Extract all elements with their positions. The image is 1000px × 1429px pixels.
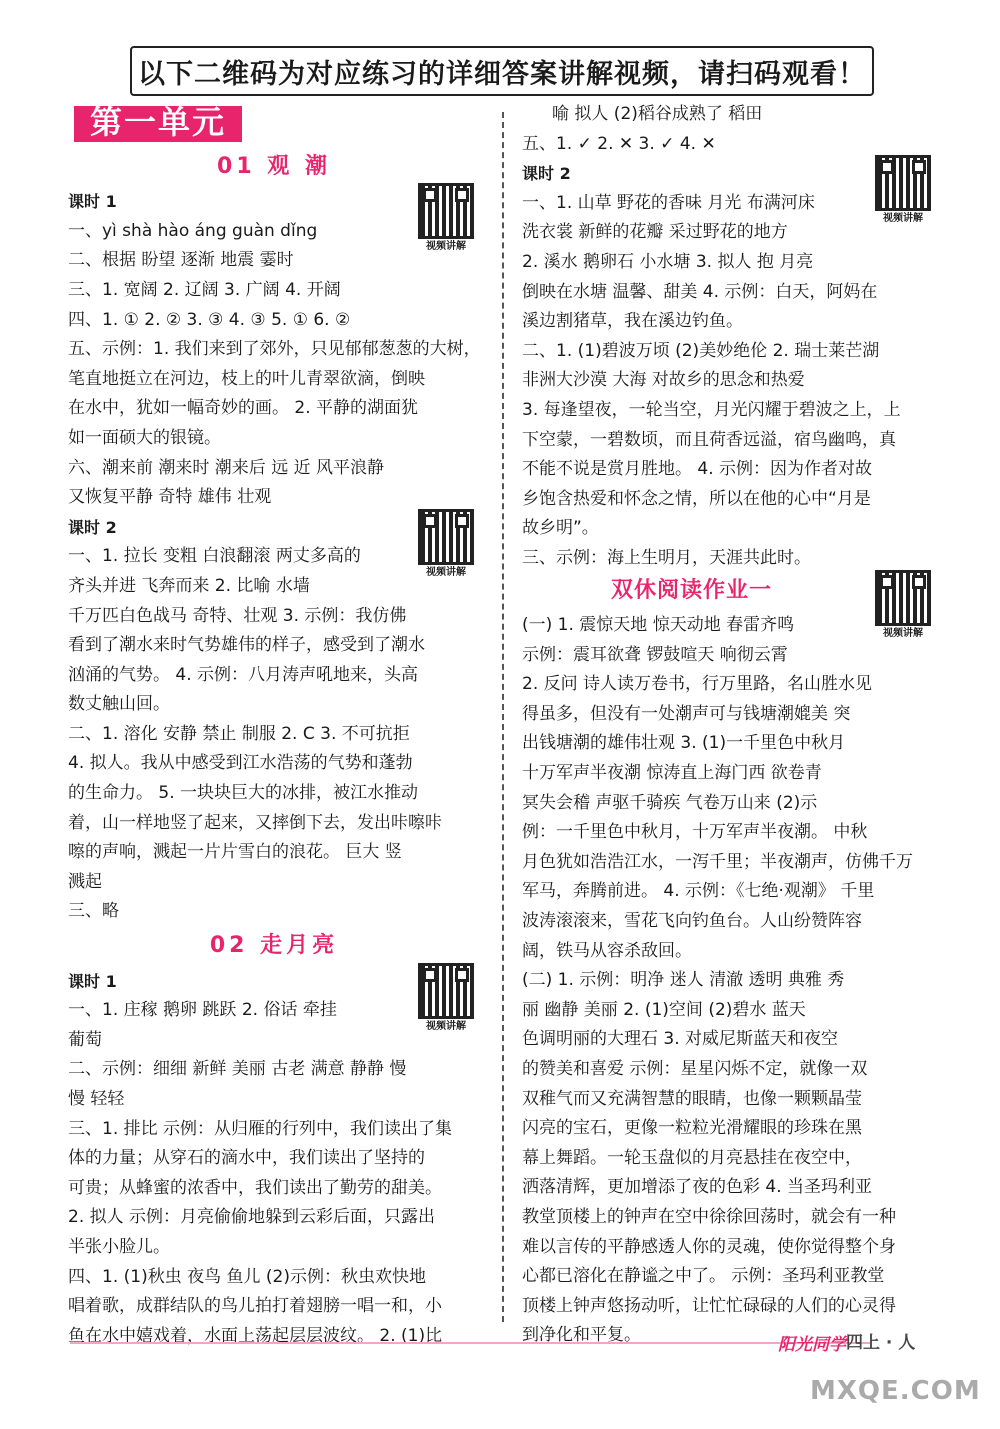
section-heading: 课时 2 — [522, 164, 571, 184]
qr-caption: 视频讲解 — [883, 627, 923, 639]
answer-line: 四、1. (1)秋虫 夜鸟 鱼儿 (2)示例：秋虫欢快地 — [68, 1266, 426, 1287]
answer-line: 体的力量；从穿石的滴水中，我们读出了坚持的 — [68, 1148, 425, 1169]
answer-line: 例：一千里色中秋月，十万军声半夜潮。 中秋 — [522, 822, 868, 843]
answer-line: 2. 拟人 示例：月亮偷偷地躲到云彩后面，只露出 — [68, 1207, 436, 1228]
qr-caption: 视频讲解 — [426, 241, 466, 253]
answer-line: 二、1. 溶化 安静 禁止 制服 2. C 3. 不可抗拒 — [68, 723, 410, 744]
qr-code[interactable] — [412, 183, 480, 254]
answer-line: 到净化和平复。 — [522, 1325, 641, 1346]
lesson-title: 01 观 潮 — [217, 153, 331, 179]
answer-line: 二、示例：细细 新鲜 美丽 古老 满意 静静 慢 — [68, 1059, 407, 1080]
answer-line: 四、1. ① 2. ② 3. ③ 4. ③ 5. ① 6. ② — [68, 309, 351, 330]
scan-qr-banner: 以下二维码为对应练习的详细答案讲解视频，请扫码观看！ — [130, 46, 874, 96]
answer-line: 三、示例：海上生明月，天涯共此时。 — [522, 547, 811, 568]
answer-line: 故乡明”。 — [522, 518, 599, 539]
answer-line: 洗衣裳 新鲜的花瓣 采过野花的地方 — [522, 222, 788, 243]
qr-code-icon — [418, 509, 474, 565]
qr-code[interactable] — [869, 570, 937, 641]
answer-line: 乡饱含热爱和怀念之情，所以在他的心中“月是 — [522, 488, 871, 509]
qr-code[interactable] — [412, 963, 480, 1034]
answer-line: 2. 溪水 鹅卵石 小水塘 3. 拟人 抱 月亮 — [522, 251, 814, 272]
answer-line: 一、1. 庄稼 鹅卵 跳跃 2. 俗话 牵挂 — [68, 1000, 337, 1021]
answer-line: 半张小脸儿。 — [68, 1236, 170, 1257]
answer-line: 的生命力。 5. 一块块巨大的冰排，被江水推动 — [68, 783, 419, 804]
answer-line: 五、1. ✓ 2. ✕ 3. ✓ 4. ✕ — [522, 133, 716, 154]
qr-caption: 视频讲解 — [883, 213, 923, 225]
answer-line: 顶楼上钟声悠扬动听，让忙忙碌碌的人们的心灵得 — [522, 1295, 896, 1316]
qr-code-icon — [875, 155, 931, 211]
qr-code[interactable] — [869, 155, 937, 226]
answer-line: 出钱塘潮的雄伟壮观 3. (1)一千里色中秋月 — [522, 733, 846, 754]
answer-line: (一) 1. 震惊天地 惊天动地 春雷齐鸣 — [522, 615, 795, 636]
section-heading: 课时 1 — [68, 192, 117, 212]
answer-line: 月色犹如浩浩江水，一泻千里；半夜潮声，仿佛千万 — [522, 851, 913, 872]
answer-line: 二、1. (1)碧波万顷 (2)美妙绝伦 2. 瑞士莱芒湖 — [522, 340, 880, 361]
answer-line: 看到了潮水来时气势雄伟的样子，感受到了潮水 — [68, 635, 425, 656]
answer-line: 着，山一样地竖了起来，又摔倒下去，发出咔嚓咔 — [68, 812, 442, 833]
answer-line: 汹涌的气势。 4. 示例：八月涛声吼地来，头高 — [68, 664, 419, 685]
answer-line: 倒映在水塘 温馨、甜美 4. 示例：白天，阿妈在 — [522, 281, 878, 302]
answer-line: 三、1. 排比 示例：从归雁的行列中，我们读出了集 — [68, 1118, 453, 1139]
answer-line: 嚓的声响，溅起一片片雪白的浪花。 巨大 竖 — [68, 842, 402, 863]
section-heading: 课时 2 — [68, 517, 117, 537]
page-label: 四上 · 人 — [846, 1333, 916, 1353]
answer-line: 色调明丽的大理石 3. 对威尼斯蓝天和夜空 — [522, 1029, 839, 1050]
answer-line: 军马，奔腾前进。 4. 示例：《七绝·观潮》 千里 — [522, 881, 875, 902]
answer-line: 下空蒙，一碧数顷，而且荷香远溢，宿鸟幽鸣，真 — [522, 429, 896, 450]
lesson-title: 02 走月亮 — [209, 933, 339, 959]
answer-line: 数丈触山回。 — [68, 694, 170, 715]
answer-line: 如一面硕大的银镜。 — [68, 427, 221, 448]
answer-line: 喻 拟人 (2)稻谷成熟了 稻田 — [552, 104, 763, 124]
answer-line: 丽 幽静 美丽 2. (1)空间 (2)碧水 蓝天 — [522, 999, 806, 1020]
qr-caption: 视频讲解 — [426, 566, 466, 578]
answer-line: 波涛滚滚来，雪花飞向钓鱼台。人山纷赞阵容 — [522, 911, 862, 932]
answer-line: 的赞美和喜爱 示例：星星闪烁不定，就像一双 — [522, 1059, 868, 1079]
right-column — [522, 100, 937, 1351]
left-column — [68, 100, 480, 1351]
answer-line: 二、根据 盼望 逐渐 地震 霎时 — [68, 250, 294, 271]
answer-line: 笔直地挺立在河边，枝上的叶儿青翠欲滴，倒映 — [68, 368, 425, 389]
qr-code-icon — [875, 570, 931, 626]
answer-line: 双稚气而又充满智慧的眼睛，也像一颗颗晶莹 — [522, 1088, 862, 1109]
answer-line: 又恢复平静 奇特 雄伟 壮观 — [68, 487, 272, 508]
answer-line: (二) 1. 示例：明净 迷人 清澈 透明 典雅 秀 — [522, 970, 845, 991]
answer-line: 一、1. 山草 野花的香味 月光 布满河床 — [522, 192, 815, 213]
answer-line: 齐头并进 飞奔而来 2. 比喻 水墙 — [68, 575, 310, 596]
answer-line: 十万军声半夜潮 惊涛直上海门西 欲卷青 — [522, 763, 822, 784]
footer-divider — [70, 1342, 870, 1344]
qr-code-icon — [418, 183, 474, 239]
answer-line: 4. 拟人。我从中感受到江水浩荡的气势和蓬勃 — [68, 753, 413, 774]
answer-line: 六、潮来前 潮来时 潮来后 远 近 风平浪静 — [68, 457, 385, 478]
answer-line: 千万匹白色战马 奇特、壮观 3. 示例：我仿佛 — [68, 605, 407, 626]
answer-line: 冥失会稽 声驱千骑疾 气卷万山来 (2)示 — [522, 792, 818, 813]
answer-line: 难以言传的平静感透人你的灵魂，使你觉得整个身 — [522, 1236, 896, 1257]
answer-line: 教堂顶楼上的钟声在空中徐徐回荡时，就会有一种 — [522, 1206, 896, 1227]
answer-line: 葡萄 — [68, 1029, 102, 1050]
answer-line: 三、略 — [68, 901, 119, 922]
watermark: MXQE.COM — [810, 1376, 981, 1406]
answer-line: 非洲大沙漠 大海 对故乡的思念和热爱 — [522, 370, 805, 391]
answer-line: 心都已溶化在静谧之中了。 示例：圣玛利亚教堂 — [522, 1266, 885, 1287]
section-heading: 课时 1 — [68, 971, 117, 991]
answer-line: 一、yì shà hào áng guàn dǐng — [68, 220, 318, 241]
answer-line: 五、示例：1. 我们来到了郊外，只见郁郁葱葱的大树， — [68, 339, 481, 360]
qr-code[interactable] — [412, 509, 480, 580]
qr-code-icon — [418, 963, 474, 1019]
answer-line: 鱼在水中嬉戏着，水面上荡起层层波纹。 2. (1)比 — [68, 1325, 443, 1346]
qr-caption: 视频讲解 — [426, 1020, 466, 1032]
answer-line: 示例：震耳欲聋 锣鼓喧天 响彻云霄 — [522, 644, 788, 665]
answer-line: 可贵；从蜂蜜的浓香中，我们读出了勤劳的甜美。 — [68, 1177, 442, 1198]
answer-line: 在水中，犹如一幅奇妙的画。 2. 平静的湖面犹 — [68, 398, 419, 419]
answer-line: 溅起 — [68, 871, 102, 892]
reading-title: 双休阅读作业一 — [610, 577, 772, 603]
answer-line: 不能不说是赏月胜地。 4. 示例：因为作者对故 — [522, 459, 873, 480]
answer-line: 洒落清辉，更加增添了夜的色彩 4. 当圣玛利亚 — [522, 1177, 873, 1198]
answer-line: 3. 每逢望夜，一轮当空，月光闪耀于碧波之上，上 — [522, 399, 901, 420]
answer-line: 三、1. 宽阔 2. 辽阔 3. 广阔 4. 开阔 — [68, 279, 341, 300]
answer-line: 阔，铁马从容杀敌回。 — [522, 940, 692, 961]
answer-line: 唱着歌，成群结队的鸟儿拍打着翅膀一唱一和，小 — [68, 1296, 442, 1317]
answer-line: 慢 轻轻 — [68, 1089, 125, 1109]
answer-line: 闪亮的宝石，更像一粒粒光滑耀眼的珍珠在黑 — [522, 1118, 862, 1139]
answer-line: 2. 反问 诗人读万卷书，行万里路，名山胜水见 — [522, 674, 873, 695]
answer-line: 得虽多，但没有一处潮声可与钱塘潮媲美 突 — [522, 703, 851, 724]
answer-line: 溪边割猪草，我在溪边钓鱼。 — [522, 311, 743, 332]
column-divider — [502, 112, 504, 1322]
answer-line: 一、1. 拉长 变粗 白浪翻滚 两丈多高的 — [68, 546, 361, 567]
answer-line: 幕上舞蹈。一轮玉盘似的月亮悬挂在夜空中， — [522, 1147, 862, 1168]
brand-logo: 阳光同学 — [778, 1335, 846, 1355]
unit-title: 第一单元 — [74, 106, 242, 142]
